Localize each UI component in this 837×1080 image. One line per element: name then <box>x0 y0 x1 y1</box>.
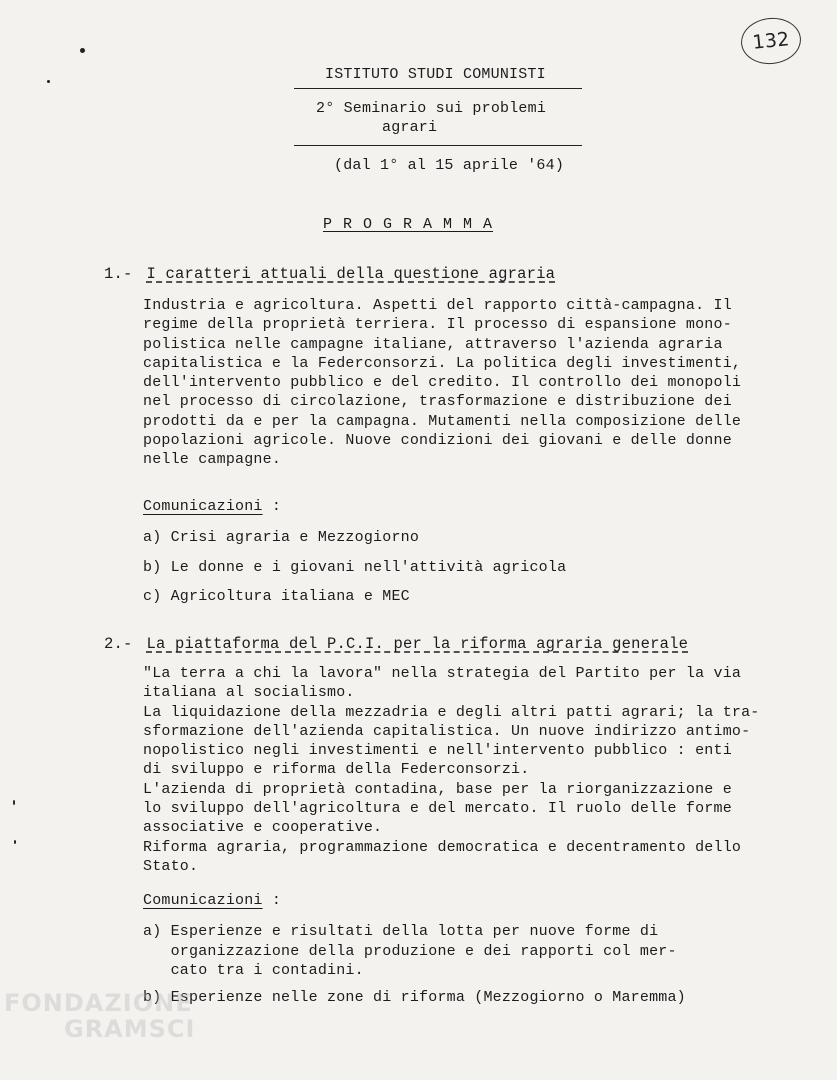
communication-item: c) Agricoltura italiana e MEC <box>143 588 410 605</box>
page-number: 132 <box>739 15 803 67</box>
ink-speck <box>47 80 50 83</box>
watermark-line: GRAMSCI <box>64 1015 196 1043</box>
archive-watermark <box>4 990 195 1042</box>
colon: : <box>271 892 282 909</box>
programme-title: P R O G R A M M A <box>323 216 494 233</box>
communications-label: Comunicazioni <box>143 498 263 515</box>
section-number: 1.- <box>104 265 133 283</box>
section-2-body: "La terra a chi la lavora" nella strategia del Partito per la via italiana al socialismo. La liquidazione della mezzadria e degli altri patti agrari; la tra- sformazione dell'azienda capitalistica. Un nuove indirizzo antimo- nopolistico negli investimenti e nell'intervento pubblico : enti di sviluppo e riforma della Federconsorzi. L'azienda di proprietà contadina, base per la riorganizzazione e lo sviluppo dell'agricoltura e del mercato. Il ruolo delle forme associative e cooperative. Riforma agraria, programmazione democratica e decentramento dello Stato. <box>143 665 760 875</box>
seminar-title-line2: agrari <box>382 119 438 136</box>
section-number: 2.- <box>104 635 133 653</box>
section-1-body: Industria e agricoltura. Aspetti del rapporto città-campagna. Il regime della proprietà terriera. Il processo di espansione mono- polistica nelle campagne italiane, attraverso l'azienda agraria capitalistica e la Federconsorzi. La politica degli investimenti, dell'intervento pubblico e del credito. Il controllo dei monopoli nel processo di circolazione, trasformazione e distribuzione dei prodotti da e per la campagna. Mutamenti nella composizione delle popolazioni agricole. Nuove condizioni dei giovani e delle donne nelle campagne. <box>143 297 742 469</box>
seminar-dates: (dal 1° al 15 aprile '64) <box>334 157 565 174</box>
header-rule-top <box>294 88 582 89</box>
header-rule-bottom <box>294 145 582 146</box>
ink-speck <box>14 840 16 844</box>
section-heading: La piattaforma del P.C.I. per la riforma agraria generale <box>146 635 689 653</box>
section-2-communications-label <box>143 892 281 909</box>
communication-item: a) Crisi agraria e Mezzogiorno <box>143 529 420 546</box>
section-2-title <box>104 635 688 653</box>
communication-item: a) Esperienze e risultati della lotta per nuove forme di organizzazione della produzione e dei rapporti col mer- cato tra i contadini. <box>143 923 677 979</box>
section-heading: I caratteri attuali della questione agraria <box>146 265 556 283</box>
colon: : <box>271 498 282 515</box>
ink-speck <box>13 800 15 805</box>
communication-item: b) Esperienze nelle zone di riforma (Mezzogiorno o Maremma) <box>143 989 686 1006</box>
section-1-title <box>104 265 555 283</box>
ink-speck <box>80 48 85 53</box>
institute-name: ISTITUTO STUDI COMUNISTI <box>325 66 546 83</box>
section-1-communications-label <box>143 498 281 515</box>
seminar-title-line1: 2° Seminario sui problemi <box>316 100 547 117</box>
communication-item: b) Le donne e i giovani nell'attività agricola <box>143 559 567 576</box>
watermark-line: FONDAZIONE <box>4 989 193 1017</box>
communications-label: Comunicazioni <box>143 892 263 909</box>
